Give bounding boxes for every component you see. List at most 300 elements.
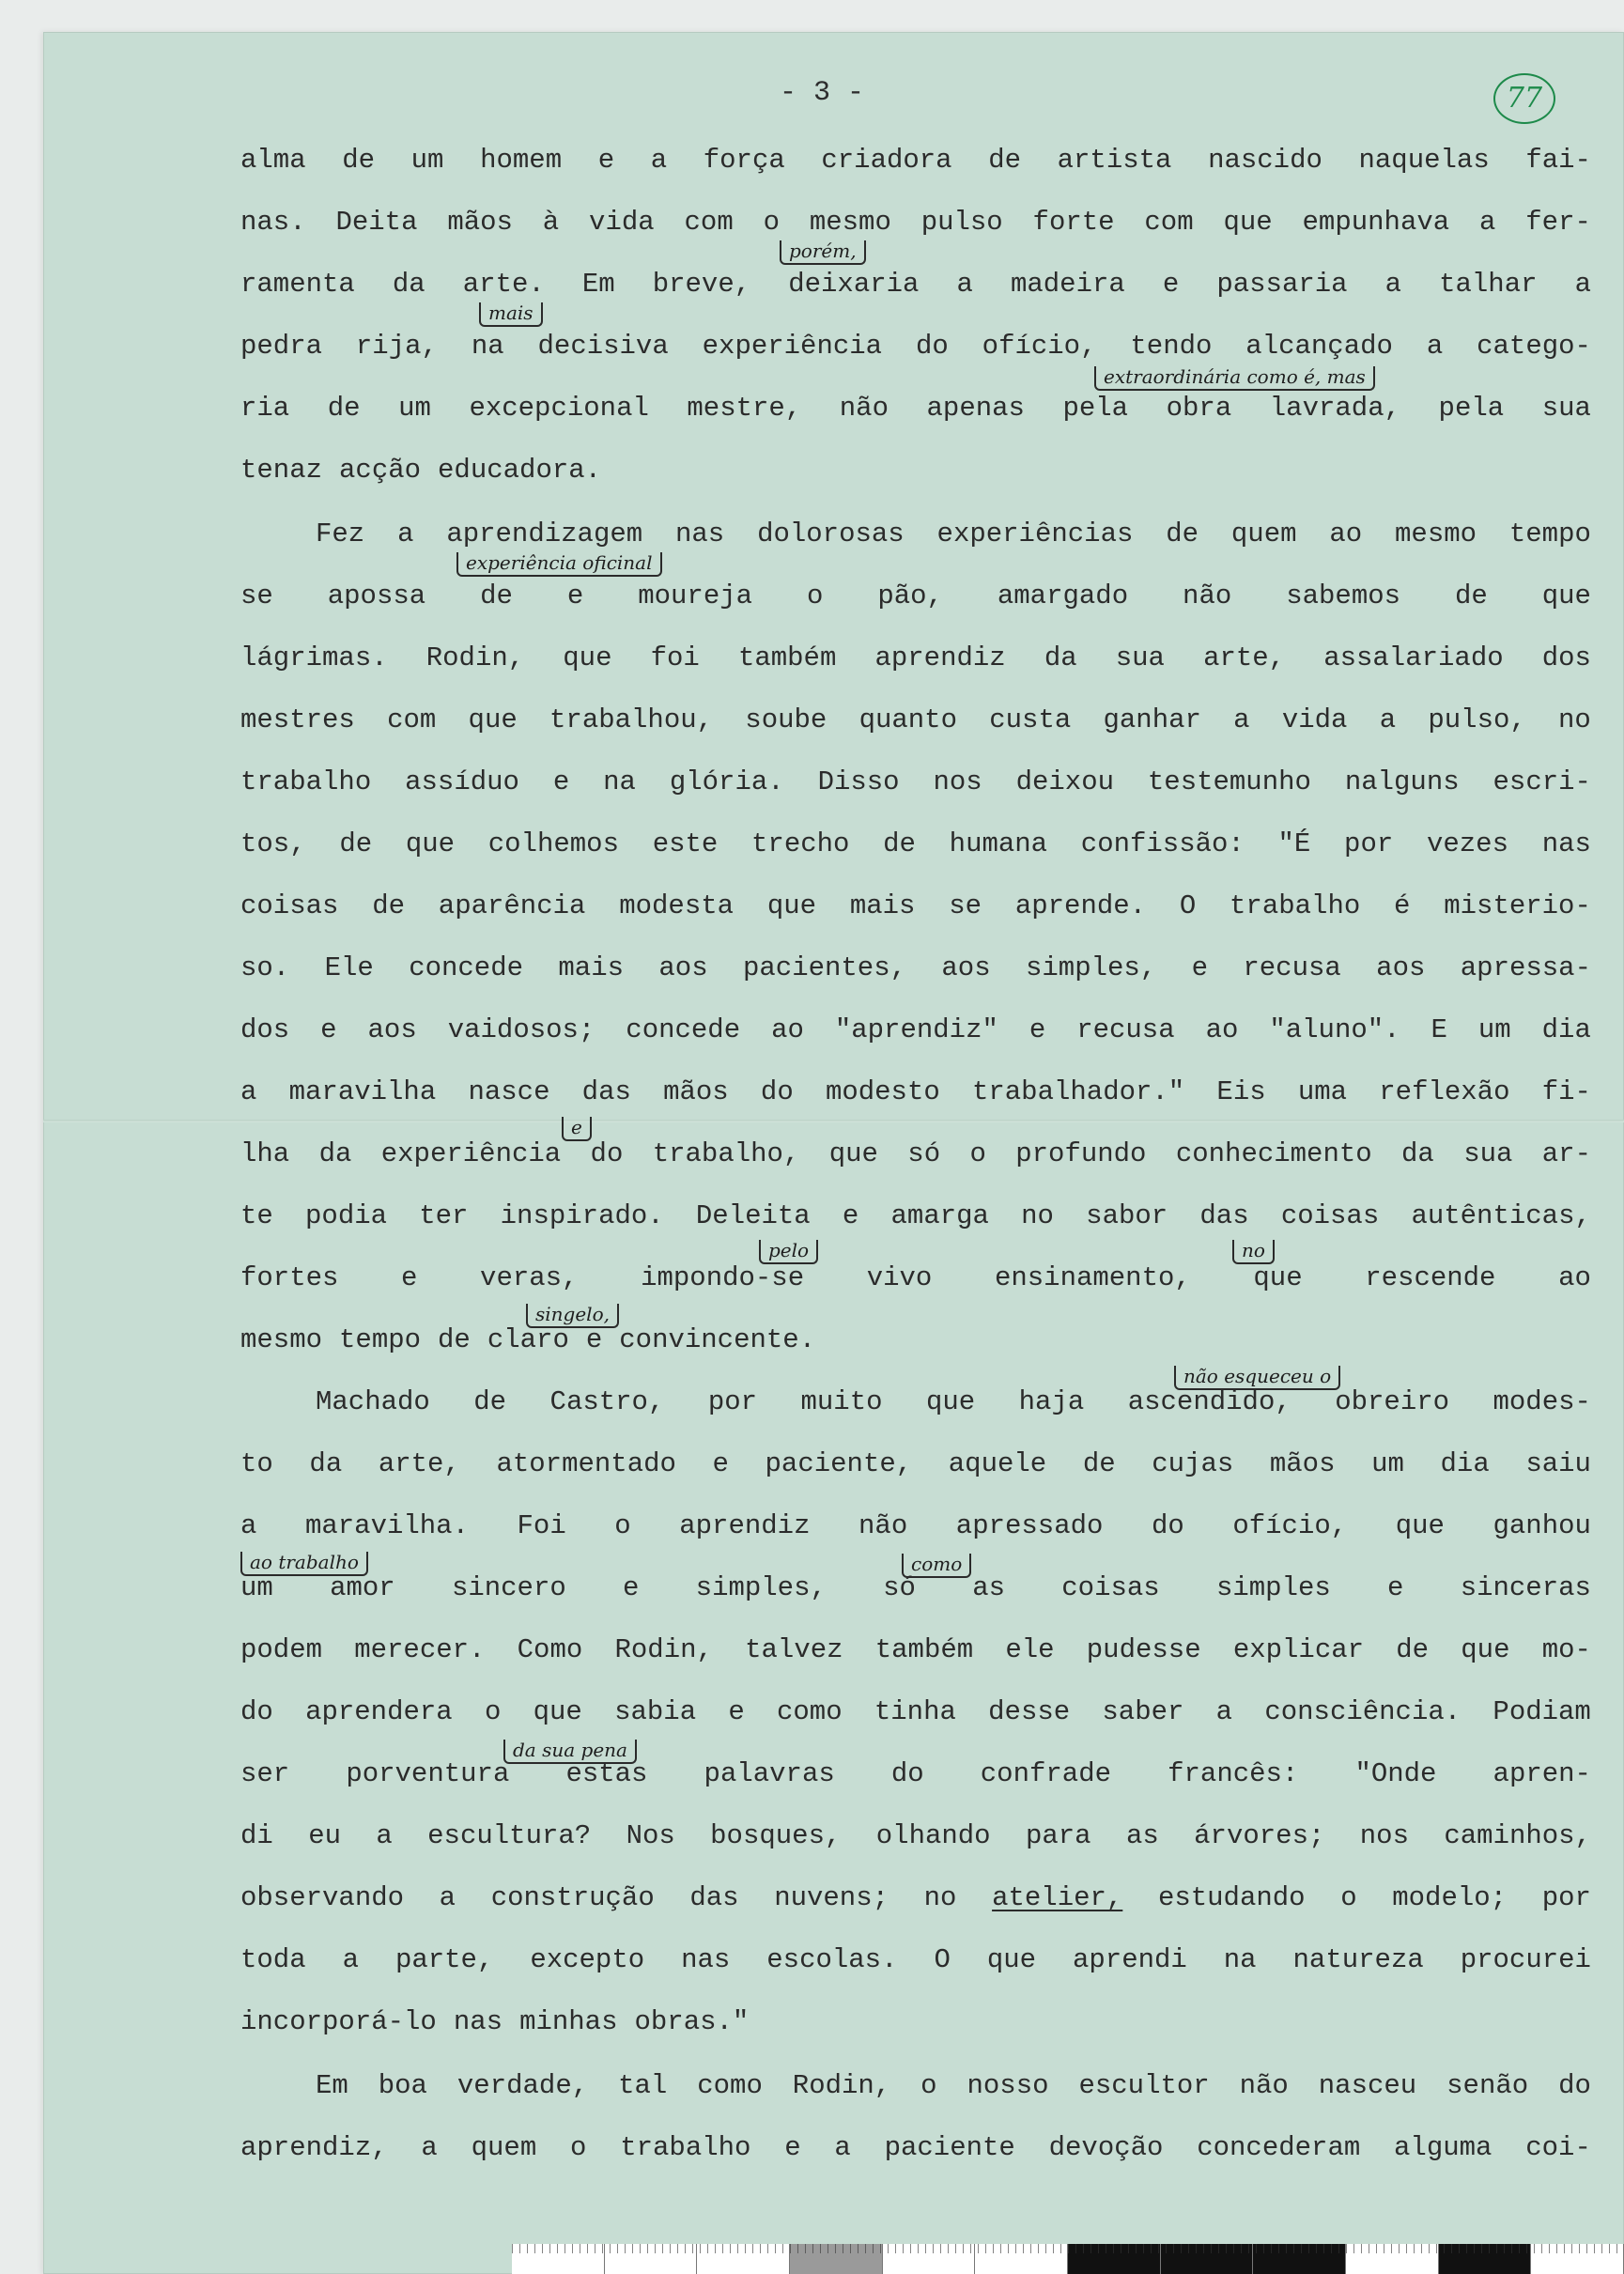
word: coisas (1061, 1572, 1160, 1603)
word: vida (589, 207, 655, 238)
word: Rodin, (614, 1634, 713, 1665)
text-line (240, 766, 1591, 804)
text-line (240, 890, 1591, 928)
word: a (421, 2132, 438, 2163)
word: ter (419, 1200, 469, 1231)
word: catego- (1477, 331, 1591, 362)
word: concede (409, 952, 524, 983)
word: e (1387, 1572, 1404, 1603)
word: pela (1062, 393, 1129, 424)
word: humana (949, 828, 1048, 859)
word: também (737, 642, 837, 673)
word: alcançado (1245, 331, 1393, 362)
word: quem (471, 2132, 537, 2163)
word: aprendera (305, 1696, 453, 1727)
word: di (240, 1820, 273, 1851)
word: tal (618, 2070, 668, 2101)
word: aos (941, 952, 991, 983)
word: na (1223, 1944, 1257, 1975)
word: ele (1005, 1634, 1055, 1665)
word: natureza (1292, 1944, 1424, 1975)
word: ao (1329, 518, 1363, 549)
word: ao (1558, 1262, 1591, 1293)
word: para (1025, 1820, 1091, 1851)
word: arte, (378, 1448, 460, 1479)
word: excepto (530, 1944, 645, 1975)
word: lavrada, (1269, 393, 1401, 424)
word: apenas (926, 393, 1025, 424)
word: de (480, 580, 513, 611)
word: modesta (619, 890, 735, 921)
word: Como (517, 1634, 583, 1665)
word: apressa- (1460, 952, 1591, 983)
word: nasce (468, 1076, 550, 1107)
word: da (309, 1448, 343, 1479)
word: é (1394, 890, 1411, 921)
word: pudesse (1086, 1634, 1201, 1665)
word: eu (308, 1820, 341, 1851)
text-line (240, 518, 1591, 556)
word: sabia (614, 1696, 697, 1727)
word: E (1431, 1014, 1447, 1045)
word: coisas (1280, 1200, 1380, 1231)
word: Ele (324, 952, 374, 983)
word: ramenta (240, 269, 355, 300)
word: verdade, (456, 2070, 589, 2101)
word: Rodin, (792, 2070, 891, 2101)
text-line (240, 1634, 1591, 1672)
word: trabalhador." (971, 1076, 1185, 1107)
text-line (240, 952, 1591, 990)
word: que (1253, 1262, 1303, 1293)
word: do (890, 1758, 924, 1789)
word: assíduo (405, 766, 519, 797)
word: rescende (1365, 1262, 1496, 1293)
word: árvores; (1194, 1820, 1325, 1851)
word: na (603, 766, 636, 797)
word: assalariado (1323, 642, 1504, 673)
word: a (397, 518, 414, 549)
word: tendo (1130, 331, 1213, 362)
word: aquele (948, 1448, 1047, 1479)
word: mestre, (687, 393, 802, 424)
word: um (1371, 1448, 1404, 1479)
word: do (1151, 1510, 1184, 1541)
word: naquelas (1358, 145, 1490, 176)
text-line (240, 1262, 1591, 1300)
word: merecer. (354, 1634, 486, 1665)
handwritten-insertion: não esqueceu o (1174, 1366, 1340, 1390)
word: soube (745, 704, 827, 735)
word: não (1239, 2070, 1289, 2101)
word: maravilha (288, 1076, 437, 1107)
word: criadora (821, 145, 952, 176)
word: uma (1297, 1076, 1348, 1107)
word: e (552, 766, 570, 797)
word: ser (240, 1758, 290, 1789)
word: concederam (1197, 2132, 1361, 2163)
word: um (1477, 1014, 1511, 1045)
word: modelo; (1392, 1882, 1508, 1913)
word: moureja (638, 580, 753, 611)
word: observando (240, 1882, 405, 1913)
word: saiu (1525, 1448, 1591, 1479)
word: que (1461, 1634, 1510, 1665)
word: coi- (1525, 2132, 1591, 2163)
word: atormentado (496, 1448, 676, 1479)
word: veras, (480, 1262, 579, 1293)
word: mestres (240, 704, 355, 735)
word: e (623, 1572, 640, 1603)
word: Nos (626, 1820, 675, 1851)
word: da (1044, 642, 1077, 673)
word: custa (989, 704, 1072, 735)
word: "Onde (1354, 1758, 1437, 1789)
word: fortes (240, 1262, 339, 1293)
word: fer- (1525, 207, 1591, 238)
word: apren- (1493, 1758, 1591, 1789)
word: de (1082, 1448, 1116, 1479)
word: sinceras (1460, 1572, 1591, 1603)
word: aos (658, 952, 708, 983)
word: nalguns (1344, 766, 1460, 797)
word: e (1029, 1014, 1046, 1045)
word: simples (1215, 1572, 1331, 1603)
word: Rodin, (425, 642, 525, 673)
word: simples, (1025, 952, 1157, 983)
word: ofício, (982, 331, 1097, 362)
ruler-ticks (512, 2244, 1624, 2253)
word: a (1384, 269, 1402, 300)
word: as (1125, 1820, 1159, 1851)
word: sua (1541, 393, 1591, 424)
word: saber (1102, 1696, 1184, 1727)
word: de (327, 393, 361, 424)
word: obreiro (1335, 1386, 1450, 1417)
word: a (240, 1076, 257, 1107)
word: que (986, 1944, 1037, 1975)
word: experiência (702, 331, 883, 362)
word: Em (316, 2070, 348, 2101)
word: de (1396, 1634, 1430, 1665)
word: to (240, 1448, 273, 1479)
word: que (563, 642, 612, 673)
text-line (240, 580, 1591, 618)
word: dos (240, 1014, 290, 1045)
word: muito (800, 1386, 883, 1417)
handwritten-insertion: extraordinária como é, mas (1094, 366, 1375, 391)
word: que (468, 704, 518, 735)
word: lha (240, 1138, 290, 1169)
word: toda (240, 1944, 306, 1975)
word: paciente, (765, 1448, 913, 1479)
word: pulso, (1428, 704, 1526, 735)
word: por (1541, 1882, 1591, 1913)
word: mais (849, 890, 916, 921)
word: nas (453, 2006, 503, 2037)
word: dia (1440, 1448, 1490, 1479)
word: a (1233, 704, 1250, 735)
word: do (240, 1696, 273, 1727)
word: desse (988, 1696, 1071, 1727)
word: fai- (1525, 145, 1591, 176)
word: e (1191, 952, 1208, 983)
word: arte. (462, 269, 545, 300)
word: a (834, 2132, 851, 2163)
word: de (1166, 518, 1199, 549)
word: passaria (1216, 269, 1348, 300)
word: da (1401, 1138, 1434, 1169)
word: Foi (517, 1510, 566, 1541)
word: do (760, 1076, 794, 1107)
word: Fez (316, 518, 365, 549)
word: que (1541, 580, 1591, 611)
word: modes- (1493, 1386, 1591, 1417)
word: que (533, 1696, 582, 1727)
word: que (1223, 207, 1273, 238)
word: aprendiz (679, 1510, 811, 1541)
word: força (703, 145, 785, 176)
word: procurei (1460, 1944, 1591, 1975)
word: boa (378, 2070, 427, 2101)
word: madeira (1010, 269, 1125, 300)
word: foi (650, 642, 700, 673)
word: Deita (335, 207, 418, 238)
word: um (410, 145, 444, 176)
word: como (697, 2070, 763, 2101)
word: não (839, 393, 889, 424)
word: vida (1281, 704, 1348, 735)
word: quem (1230, 518, 1297, 549)
word: ao (1205, 1014, 1239, 1045)
word: trabalhou, (549, 704, 714, 735)
word: educadora. (438, 455, 602, 486)
word: das (581, 1076, 631, 1107)
word: acção (339, 455, 422, 486)
word: de (339, 828, 373, 859)
word: mãos (1269, 1448, 1336, 1479)
word: mesmo (1395, 518, 1477, 549)
word: vezes (1426, 828, 1508, 859)
word: Em (581, 269, 615, 300)
word: estas (565, 1758, 648, 1789)
word: cujas (1152, 1448, 1234, 1479)
word: tos, (240, 828, 306, 859)
word: e (784, 2132, 801, 2163)
word: dolorosas (757, 518, 905, 549)
word: a (1574, 269, 1591, 300)
text-line (240, 1882, 1591, 1920)
word: nas (675, 518, 725, 549)
handwritten-insertion: como (902, 1554, 971, 1578)
word: a (1379, 704, 1397, 735)
text-line (240, 1572, 1591, 1610)
text-line (240, 1696, 1591, 1734)
word: e (320, 1014, 337, 1045)
word: francês: (1168, 1758, 1299, 1789)
word: da (392, 269, 425, 300)
word: aos (367, 1014, 417, 1045)
word: empunhava (1302, 207, 1450, 238)
word: profundo (1015, 1138, 1147, 1169)
word: que (766, 890, 817, 921)
word: amargado (997, 580, 1129, 611)
word: o (614, 1510, 631, 1541)
word: decisiva (537, 331, 669, 362)
word: talhar (1439, 269, 1538, 300)
word: inspirado. (500, 1200, 664, 1231)
word: pacientes, (742, 952, 907, 983)
word: dia (1541, 1014, 1591, 1045)
word: escultura? (427, 1820, 592, 1851)
text-line (240, 1758, 1591, 1796)
word: palavras (704, 1758, 835, 1789)
word: mo- (1541, 1634, 1591, 1665)
handwritten-insertion: experiência oficinal (456, 552, 662, 577)
word: ao (771, 1014, 804, 1045)
handwritten-insertion: da sua pena (503, 1740, 637, 1764)
word: nosso (967, 2070, 1049, 2101)
word: de (342, 145, 376, 176)
word: a (1426, 331, 1444, 362)
word: na (471, 331, 504, 362)
word: Disso (817, 766, 900, 797)
word: claro (487, 1324, 569, 1355)
word: glória. (669, 766, 784, 797)
word: o (570, 2132, 587, 2163)
word: e (712, 1448, 729, 1479)
word: escolas. (766, 1944, 898, 1975)
text-line (240, 331, 1591, 368)
word: caminhos, (1444, 1820, 1591, 1851)
handwritten-insertion: singelo, (526, 1304, 619, 1328)
word: a (1215, 1696, 1233, 1727)
word: deixou (1015, 766, 1114, 797)
text-line (240, 1510, 1591, 1548)
word: se (949, 890, 982, 921)
word: Machado (316, 1386, 430, 1417)
word: ascendido, (1127, 1386, 1291, 1417)
word: o (763, 207, 780, 238)
text-line (240, 1324, 1591, 1362)
word: ar- (1541, 1138, 1591, 1169)
word: tenaz (240, 455, 323, 486)
word: mesmo (240, 1324, 323, 1355)
word: nos (1359, 1820, 1409, 1851)
word: deixaria (788, 269, 920, 300)
word: recusa (1076, 1014, 1175, 1045)
word: e (566, 580, 584, 611)
word: do (915, 331, 949, 362)
word: o (484, 1696, 502, 1727)
word: aparência (438, 890, 586, 921)
word: parte, (394, 1944, 494, 1975)
word: paciente (884, 2132, 1015, 2163)
word: ganhar (1103, 704, 1201, 735)
word: confissão: (1080, 828, 1245, 859)
word: experiência (380, 1138, 562, 1169)
word: incorporá-lo (240, 2006, 437, 2037)
text-line (240, 828, 1591, 866)
word: como (777, 1696, 843, 1727)
word: conhecimento (1175, 1138, 1372, 1169)
word: amarga (890, 1200, 989, 1231)
word: dos (1541, 642, 1591, 673)
handwritten-insertion: ao trabalho (240, 1552, 368, 1576)
word: um (398, 393, 431, 424)
text-line (240, 1448, 1591, 1486)
word: este (652, 828, 719, 859)
word: misterio- (1444, 890, 1591, 921)
text-line (240, 1200, 1591, 1238)
text-line (240, 269, 1591, 306)
word: aprendiz (874, 642, 1006, 673)
word: não (1183, 580, 1232, 611)
word: alguma (1394, 2132, 1493, 2163)
word: um (240, 1572, 273, 1603)
word: sua (1463, 1138, 1513, 1169)
word: concede (626, 1014, 741, 1045)
word: consciência. (1264, 1696, 1462, 1727)
word: simples, (695, 1572, 827, 1603)
text-line (240, 2070, 1591, 2108)
word: nasceu (1318, 2070, 1417, 2101)
word: maravilha. (304, 1510, 469, 1541)
word: rija, (355, 331, 438, 362)
word: das (1199, 1200, 1249, 1231)
handwritten-insertion: pelo (759, 1240, 818, 1264)
word: nascido (1208, 145, 1322, 176)
word: aos (1376, 952, 1426, 983)
word: no (1021, 1200, 1054, 1231)
word: breve, (652, 269, 751, 300)
word: nas (681, 1944, 731, 1975)
word: sincero (451, 1572, 566, 1603)
text-line (240, 393, 1591, 430)
word: sua (1115, 642, 1165, 673)
word: obra (1166, 393, 1232, 424)
word: podem (240, 1634, 323, 1665)
word: de (988, 145, 1022, 176)
word: testemunho (1147, 766, 1311, 797)
word: nas. (240, 207, 306, 238)
word: experiências (936, 518, 1134, 549)
word: do (590, 1138, 624, 1169)
word: trecho (751, 828, 850, 859)
word: do (1558, 2070, 1591, 2101)
word: olhando (875, 1820, 991, 1851)
text-line (240, 1820, 1591, 1858)
word: nas (1541, 828, 1591, 859)
word: aprende. (1014, 890, 1147, 921)
word: estudando (1157, 1882, 1306, 1913)
word: nos (933, 766, 982, 797)
word: por (707, 1386, 758, 1417)
word: e (585, 1324, 603, 1355)
word: o (806, 580, 824, 611)
word: o (920, 2070, 937, 2101)
word: pela (1438, 393, 1505, 424)
word: no (923, 1882, 957, 1913)
word: aprendi (1072, 1944, 1187, 1975)
word: excepcional (469, 393, 649, 424)
word: e (1162, 269, 1180, 300)
word: fi- (1541, 1076, 1591, 1107)
word: Castro, (549, 1386, 665, 1417)
word: "aprendiz" (834, 1014, 998, 1045)
word: haja (1018, 1386, 1085, 1417)
word: Podiam (1493, 1696, 1591, 1727)
